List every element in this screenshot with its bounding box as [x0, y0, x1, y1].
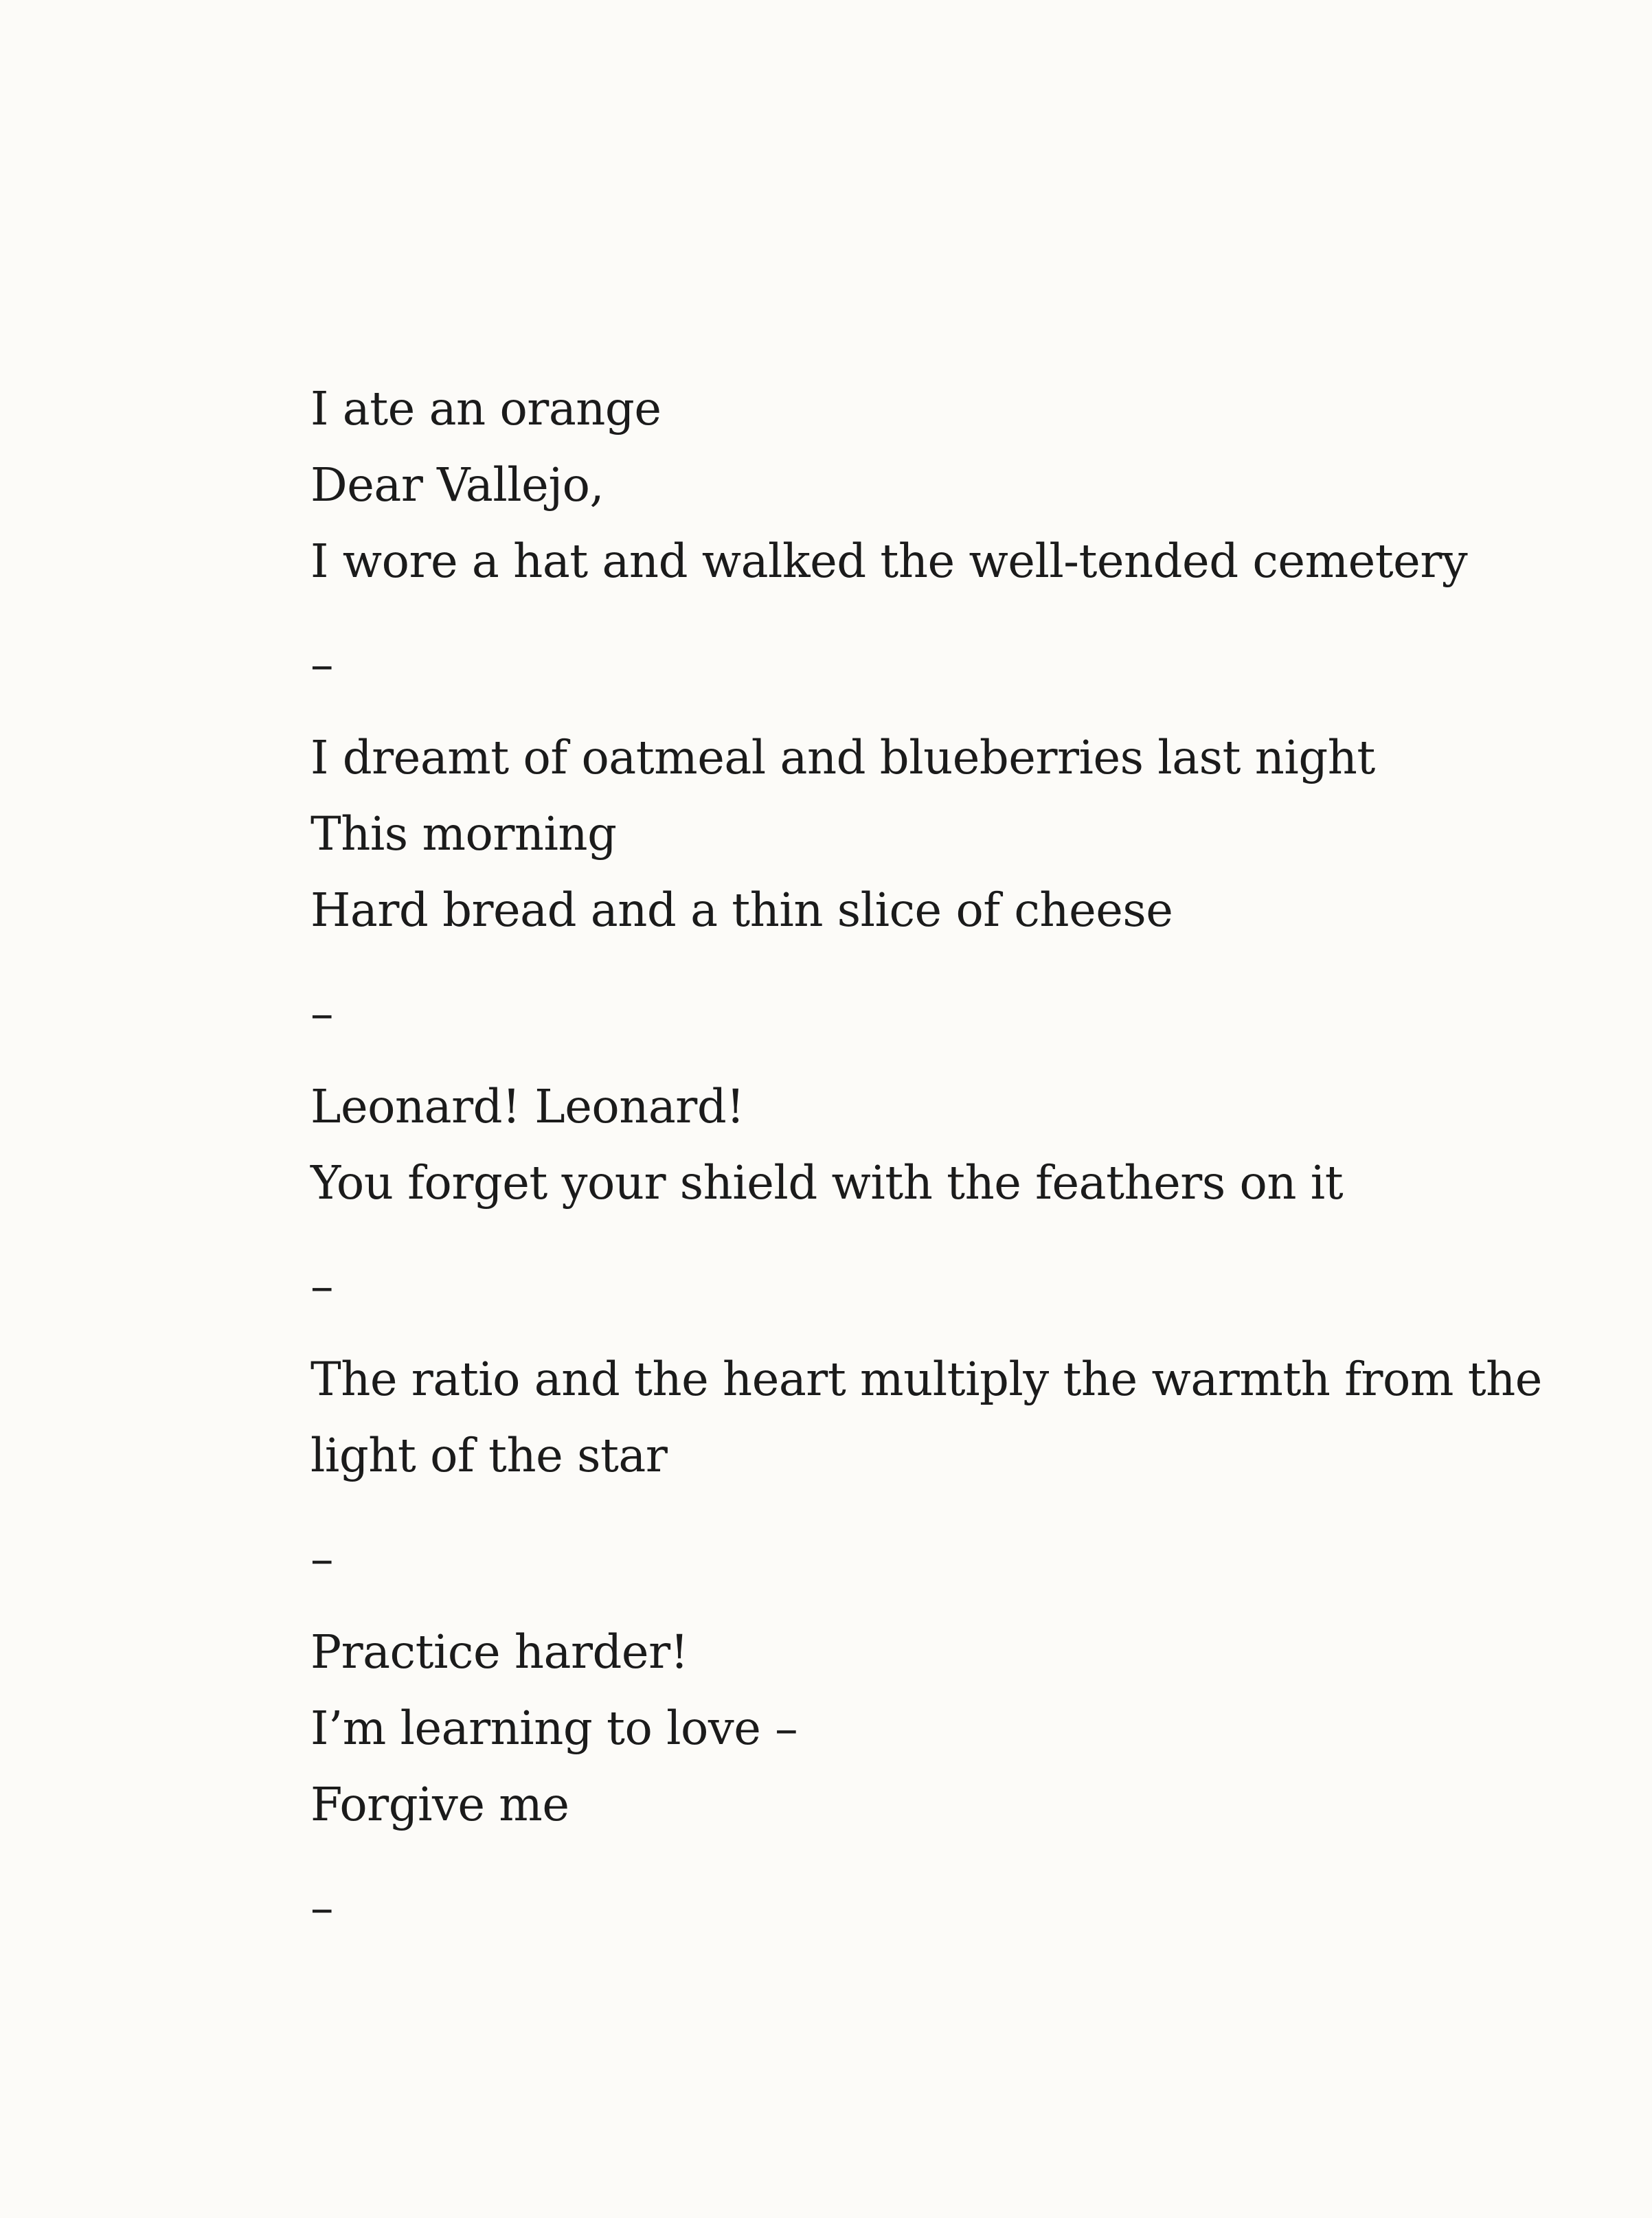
- stanza-3: [310, 1069, 1602, 1221]
- separator-dash: –: [310, 637, 333, 691]
- poem-line: Forgive me: [310, 1778, 569, 1831]
- stanza-5: [310, 1614, 1602, 1843]
- stanza-1: [310, 371, 1602, 600]
- stanza-separator: [310, 1494, 1602, 1614]
- poem-line: Leonard! Leonard!: [310, 1080, 745, 1133]
- poem-body: [310, 371, 1602, 1963]
- poem-line: Practice harder!: [310, 1625, 689, 1679]
- separator-dash: –: [310, 986, 333, 1040]
- poem-line: Dear Vallejo,: [310, 458, 604, 512]
- poem-line: I wore a hat and walked the well-tended cemetery: [310, 534, 1468, 588]
- poem-line: I ate an orange: [310, 382, 661, 435]
- separator-dash: –: [310, 1881, 333, 1934]
- separator-dash: –: [310, 1532, 333, 1585]
- poem-line: Hard bread and a thin slice of cheese: [310, 883, 1173, 937]
- separator-dash: –: [310, 1259, 333, 1313]
- poem-line: I dreamt of oatmeal and blueberries last night: [310, 731, 1375, 784]
- stanza-separator: [310, 1843, 1602, 1963]
- stanza-separator: [310, 600, 1602, 720]
- stanza-separator: [310, 949, 1602, 1069]
- poem-line: I’m learning to love –: [310, 1701, 798, 1755]
- stanza-separator: [310, 1221, 1602, 1342]
- poem-line: You forget your shield with the feathers on it: [310, 1156, 1344, 1210]
- stanza-4: [310, 1342, 1602, 1494]
- poem-line: This morning: [310, 807, 617, 861]
- poem-line: The ratio and the heart multiply the warmth from the light of the star: [310, 1353, 1542, 1482]
- stanza-2: [310, 720, 1602, 949]
